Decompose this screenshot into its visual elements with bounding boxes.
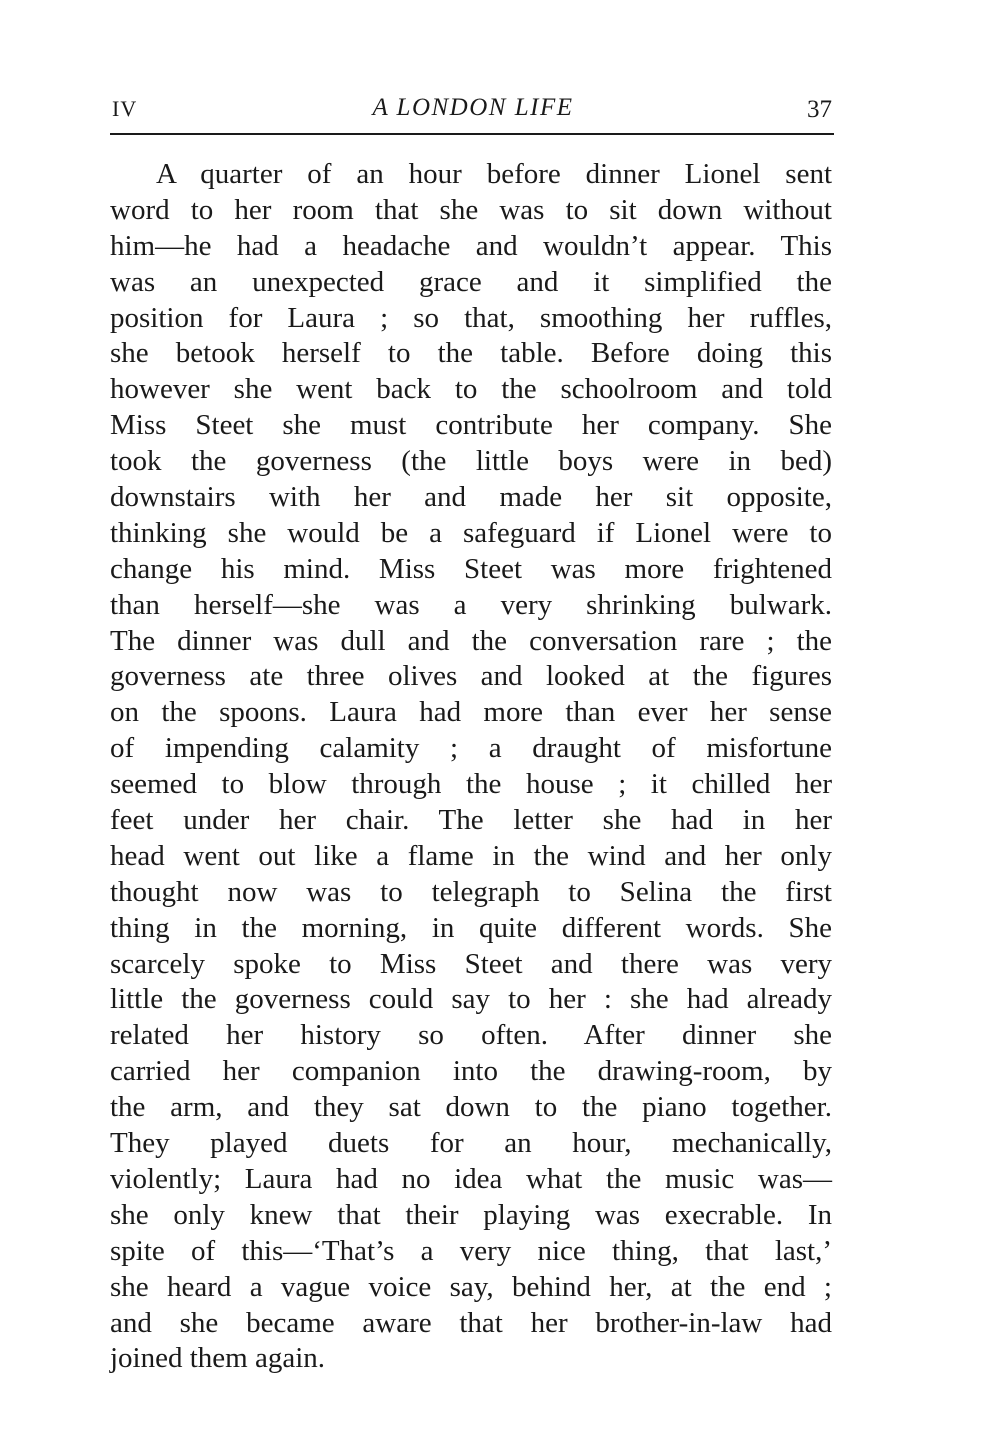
text-line: she heard a vague voice say, behind her, at the end ;: [110, 1270, 832, 1303]
text-line: was an unexpected grace and it simplified the: [110, 265, 832, 298]
text-line: however she went back to the schoolroom and told: [110, 373, 832, 406]
text-line: word to her room that she was to sit down without: [110, 193, 832, 226]
text-line: head went out like a flame in the wind and her only: [110, 839, 832, 872]
text-line: violently; Laura had no idea what the music was—: [110, 1162, 832, 1195]
text-line: on the spoons. Laura had more than ever her sense: [110, 696, 832, 729]
text-line: thought now was to telegraph to Selina the first: [110, 875, 832, 908]
text-line: joined them again.: [110, 1342, 326, 1375]
text-line: took the governess (the little boys were in bed): [110, 445, 832, 478]
text-line: him—he had a headache and wouldn’t appear. This: [110, 229, 832, 262]
text-line: and she became aware that her brother-in-law had: [110, 1306, 832, 1339]
header-rule: [110, 133, 834, 135]
text-line: thinking she would be a safeguard if Lionel were to: [110, 516, 832, 549]
text-line: thing in the morning, in quite different words. She: [110, 911, 832, 944]
text-line: feet under her chair. The letter she had in her: [110, 804, 832, 837]
text-line: governess ate three olives and looked at the figures: [110, 660, 832, 693]
text-line: than herself—she was a very shrinking bulwark.: [110, 588, 832, 621]
text-line: The dinner was dull and the conversation rare ; the: [110, 624, 832, 657]
text-line: she betook herself to the table. Before doing this: [110, 337, 832, 370]
text-line: change his mind. Miss Steet was more frightened: [110, 552, 832, 585]
text-line: little the governess could say to her : she had already: [110, 983, 832, 1016]
text-line: scarcely spoke to Miss Steet and there was very: [110, 947, 832, 980]
text-line: position for Laura ; so that, smoothing her ruffles,: [110, 301, 832, 334]
text-line: Miss Steet she must contribute her company. She: [110, 409, 832, 442]
running-head: [110, 92, 836, 128]
text-line: They played duets for an hour, mechanically,: [110, 1127, 832, 1160]
page-number: 37: [807, 96, 832, 123]
chapter-number: IV: [112, 96, 138, 121]
text-line: downstairs with her and made her sit opposite,: [110, 481, 832, 514]
text-line: related her history so often. After dinner she: [110, 1019, 832, 1052]
text-line: seemed to blow through the house ; it chilled her: [110, 768, 832, 801]
text-line: of impending calamity ; a draught of misfortune: [110, 732, 832, 765]
text-line: she only knew that their playing was execrable. In: [110, 1198, 832, 1231]
text-line: spite of this—‘That’s a very nice thing, that last,’: [110, 1234, 832, 1267]
running-title: A LONDON LIFE: [372, 94, 574, 121]
text-line: A quarter of an hour before dinner Lionel sent: [156, 158, 832, 190]
text-line: the arm, and they sat down to the piano together.: [110, 1091, 832, 1124]
body-text: [110, 157, 832, 1377]
text-line: carried her companion into the drawing-room, by: [110, 1055, 832, 1088]
